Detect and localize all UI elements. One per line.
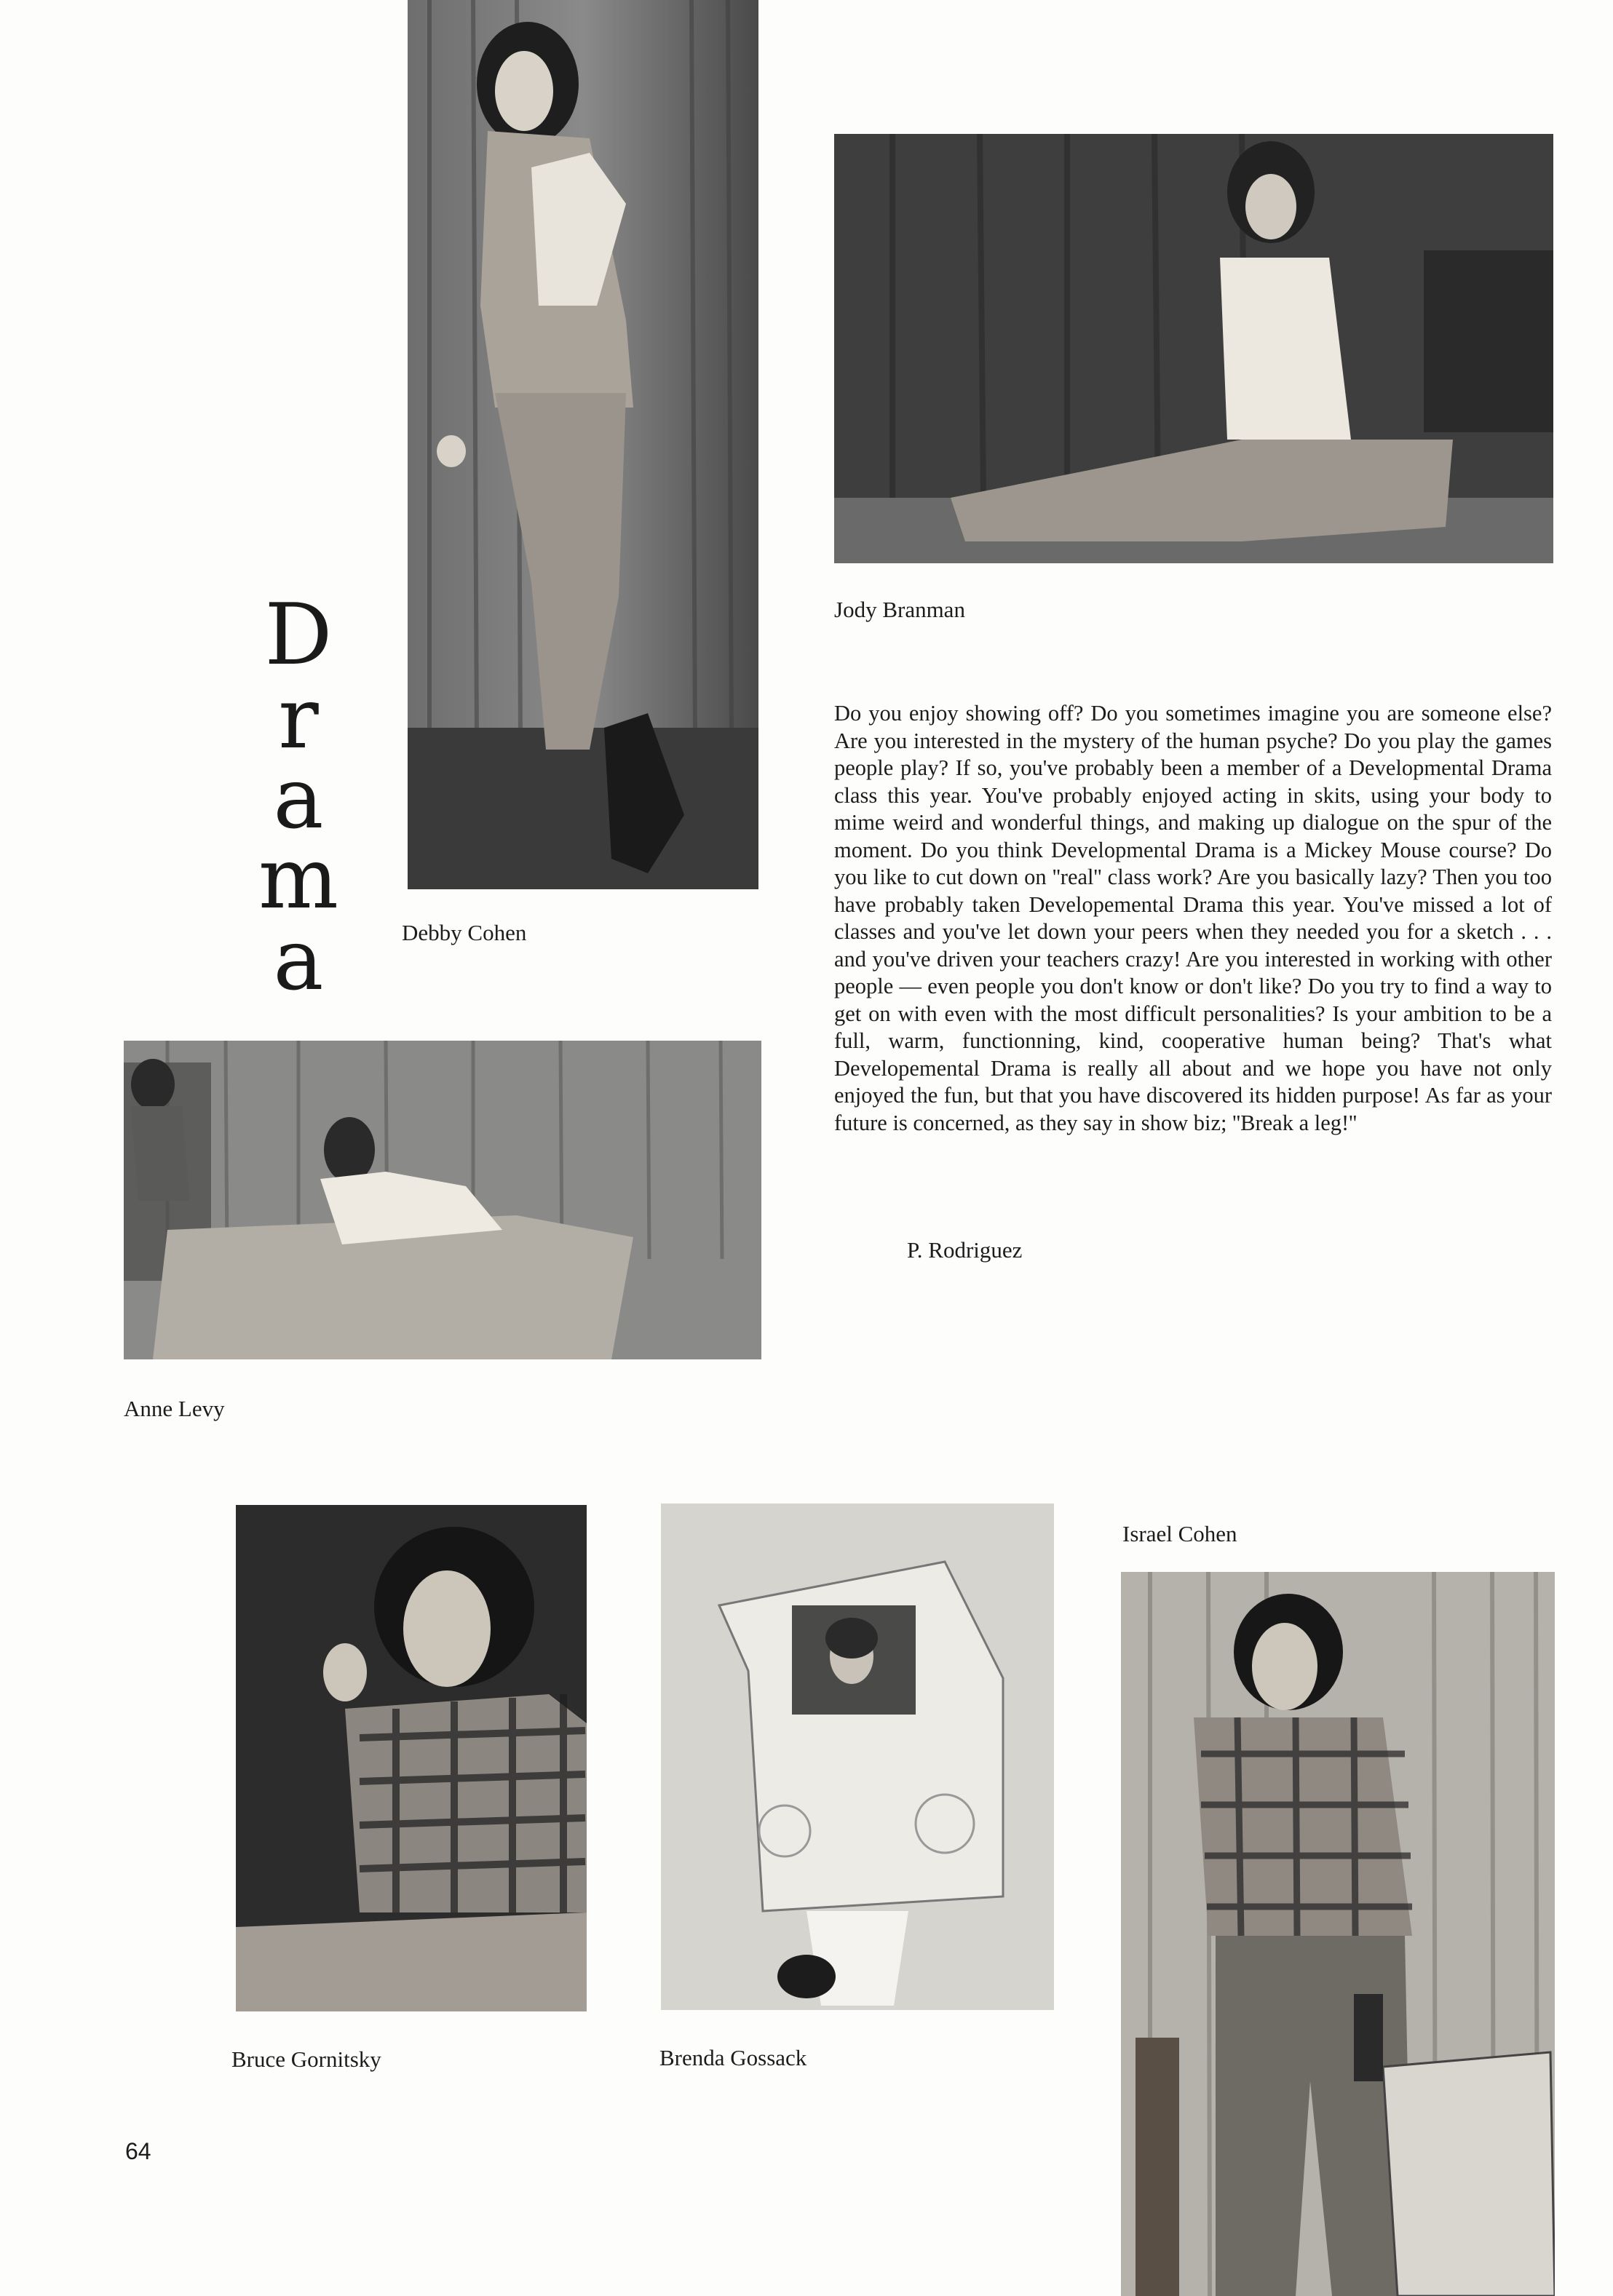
caption-bruce-gornitsky: Bruce Gornitsky <box>231 2046 381 2072</box>
title-letter-a: a <box>273 750 324 848</box>
caption-brenda-gossack: Brenda Gossack <box>659 2045 807 2070</box>
title-letter-d: D <box>264 586 333 684</box>
page-number: 64 <box>125 2138 151 2164</box>
photo-debby-cohen <box>408 0 758 889</box>
article-body: Do you enjoy showing off? Do you sometimes imagine you are someone else? Are you interested in the mystery of the human psyche? Do you play the games people play? If so, you've probably been a member of a Developmental Drama class this year. You've probably enjoyed acting in skits, using your body to mime weird and wonderful things, and making up dialogue on the spur of the moment. Do you think Developmental Drama is a Mickey Mouse course? Do you like to cut down on ''real'' class work? Are you basically lazy? Then you too have probably taken Developemental Drama this year. You've missed a lot of classes and you've let down your peers when they needed you for a sketch . . . and you've driven your teachers crazy! Are you interested in working with other people — even people you don't know or don't like? Do you try to find a way to get on with even with the most difficult personalities? Is your ambition to be a full, warm, functionning, kind, cooperative human being? That's what Developemental Drama is really all about and we hope you have not only enjoyed the fun, but that you have discovered its hidden purpose! As far as your future is concerned, as they say in show biz; ''Break a leg!'' <box>834 701 1552 1135</box>
caption-anne-levy: Anne Levy <box>124 1396 225 1421</box>
photo-bruce-gornitsky <box>236 1505 587 2011</box>
photo-israel-cohen <box>1121 1572 1555 2296</box>
title-letter-m: m <box>258 830 338 928</box>
caption-israel-cohen: Israel Cohen <box>1122 1521 1237 1546</box>
title-letter-r: r <box>278 670 319 768</box>
photo-jody-branman <box>834 134 1553 563</box>
caption-jody-branman: Jody Branman <box>834 597 965 622</box>
photo-anne-levy <box>124 1041 761 1359</box>
article-signature: P. Rodriguez <box>907 1237 1023 1263</box>
title-letter-a-final: a <box>273 911 324 1009</box>
caption-debby-cohen: Debby Cohen <box>402 920 527 945</box>
photo-brenda-gossack <box>661 1503 1054 2010</box>
